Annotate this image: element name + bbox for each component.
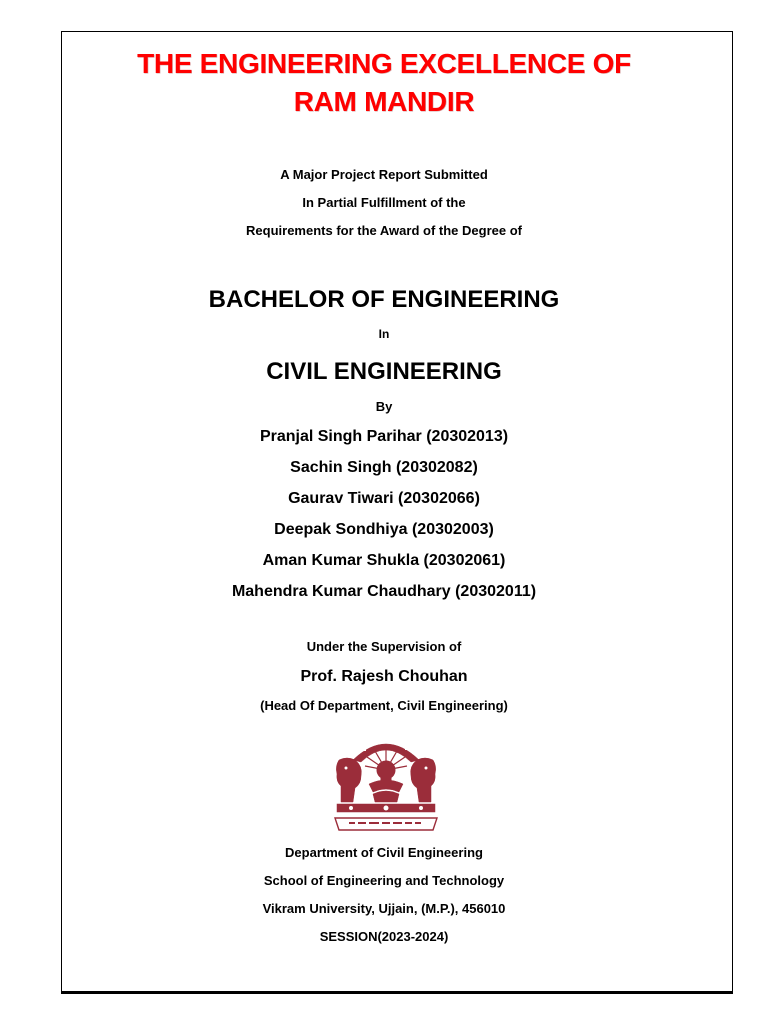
branch-heading: CIVIL ENGINEERING: [266, 358, 502, 385]
submission-line-2: In Partial Fulfillment of the: [302, 195, 466, 210]
author-3: Gaurav Tiwari (20302066): [288, 490, 480, 507]
submission-line-1: A Major Project Report Submitted: [280, 167, 488, 182]
report-title-line-2: RAM MANDIR: [293, 86, 475, 117]
school-name: School of Engineering and Technology: [263, 873, 505, 888]
session-label: SESSION(2023-2024): [319, 929, 449, 944]
in-label: In: [378, 327, 390, 341]
degree-heading: BACHELOR OF ENGINEERING: [208, 286, 560, 313]
university-emblem-icon: [331, 726, 441, 834]
department-name: Department of Civil Engineering: [285, 845, 483, 860]
supervisor-designation: (Head Of Department, Civil Engineering): [260, 698, 508, 713]
author-1: Pranjal Singh Parihar (20302013): [259, 428, 509, 445]
supervisor-name: Prof. Rajesh Chouhan: [300, 668, 468, 685]
supervision-label: Under the Supervision of: [306, 639, 462, 654]
by-label: By: [375, 399, 393, 414]
author-5: Aman Kumar Shukla (20302061): [262, 552, 506, 569]
report-title-line-1: THE ENGINEERING EXCELLENCE OF: [137, 48, 631, 79]
author-6: Mahendra Kumar Chaudhary (20302011): [231, 583, 537, 600]
author-2: Sachin Singh (20302082): [290, 459, 478, 476]
submission-line-3: Requirements for the Award of the Degree of: [246, 223, 522, 238]
university-address: Vikram University, Ujjain, (M.P.), 456010: [262, 901, 506, 916]
author-4: Deepak Sondhiya (20302003): [274, 521, 494, 538]
